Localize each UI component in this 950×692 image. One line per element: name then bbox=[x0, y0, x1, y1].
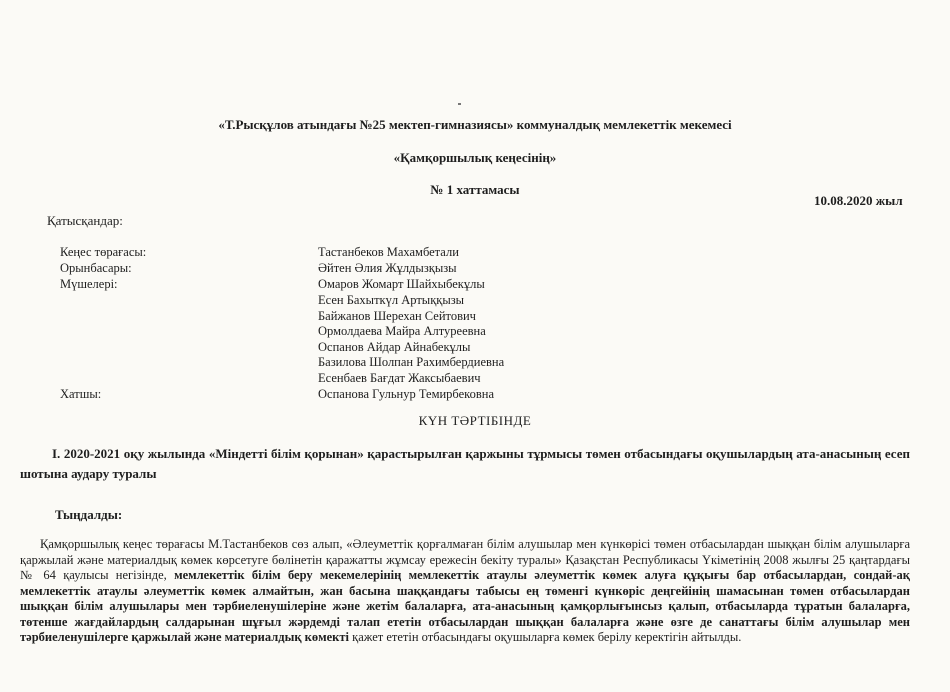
deputy-label: Орынбасары: bbox=[60, 261, 132, 275]
deputy-name: Әйтен Әлия Жұлдызқызы bbox=[318, 261, 457, 275]
chair-name: Тастанбеков Махамбетали bbox=[318, 245, 459, 259]
member-name: Омаров Жомарт Шайхыбекұлы bbox=[318, 277, 485, 291]
heard-heading: Тыңдалды: bbox=[55, 507, 123, 522]
council-title: «Қамқоршылық кеңесінің» bbox=[393, 150, 557, 165]
heard-text-bold: мемлекеттік білім беру мекемелерінің мемлекеттік атаулы әлеуметтік көмек алуға құқығы бар отбасылардан, сондай-ақ мемлекеттік атаулы әлеуметтік көмек алмайтын, жан басына шаққандағы табысы ең төменгі күнкөріс деңгейінің шамасынан төмен отбасылардан шыққан білім алушылары мен тәрбиеленушілеріне және жетім балаларға, ата-анасының қамқорлығынсыз қалып, отбасыларда тұратын балаларға, төтенше жағдайлардың салдарынан шұғыл жәрдемді талап ететін отбасылардан шыққан балаларға және өзге де санаттағы білім алушылар мен тәрбиеленушілерге қаржылай және материалдық көмекті bbox=[20, 568, 911, 644]
member-name: Оспанов Айдар Айнабекұлы bbox=[318, 340, 471, 354]
member-name: Базилова Шолпан Рахимбердиевна bbox=[318, 355, 505, 369]
heard-text-outro: қажет ететін отбасындағы оқушыларға көмек берілу керектігін айтылды. bbox=[349, 630, 742, 644]
member-name: Есен Бахыткүл Артыққызы bbox=[318, 293, 465, 307]
chair-label: Кеңес төрағасы: bbox=[60, 245, 147, 259]
heard-paragraph bbox=[20, 537, 910, 646]
protocol-number: № 1 хаттамасы bbox=[430, 182, 520, 197]
member-name: Ормолдаева Майра Алтуреевна bbox=[318, 324, 486, 338]
participants-heading: Қатысқандар: bbox=[47, 213, 123, 228]
secretary-label: Хатшы: bbox=[60, 387, 102, 401]
secretary-name: Оспанова Гульнур Темирбековна bbox=[318, 387, 494, 401]
protocol-date: 10.08.2020 жыл bbox=[814, 193, 903, 208]
scan-speck bbox=[458, 103, 461, 105]
member-name: Есенбаев Бағдат Жаксыбаевич bbox=[318, 371, 481, 385]
members-label: Мүшелері: bbox=[60, 277, 118, 291]
agenda-item-1: I. 2020-2021 оқу жылында «Міндетті білім қорынан» қарастырылған қаржыны тұрмысы төмен отбасындағы оқушылардың ата-анасының есеп шотына аудару туралы bbox=[20, 446, 910, 481]
heard-text-intro: Қамқоршылық кеңес төрағасы М.Тастанбеков сөз алып, «Әлеуметтік қорғалмаған білім алушылар мен күнкөрісі төмен отбасылардан шыққан білім алушыларға қаржылай және материалдық көмек көрсетуге бөлінетін қаражатты жұмсау ережесін бекіту туралы» Қазақстан Республикасы Үкіметінің 2008 жылғы 25 қаңтардағы № 64 қаулысы негізінде, bbox=[20, 537, 910, 582]
institution-title: «Т.Рысқұлов атындағы №25 мектеп-гимназиясы» коммуналдық мемлекеттік мекемесі bbox=[218, 117, 732, 132]
agenda-title: КҮН ТӘРТІБІНДЕ bbox=[418, 413, 532, 428]
member-name: Байжанов Шерехан Сейтович bbox=[318, 309, 476, 323]
